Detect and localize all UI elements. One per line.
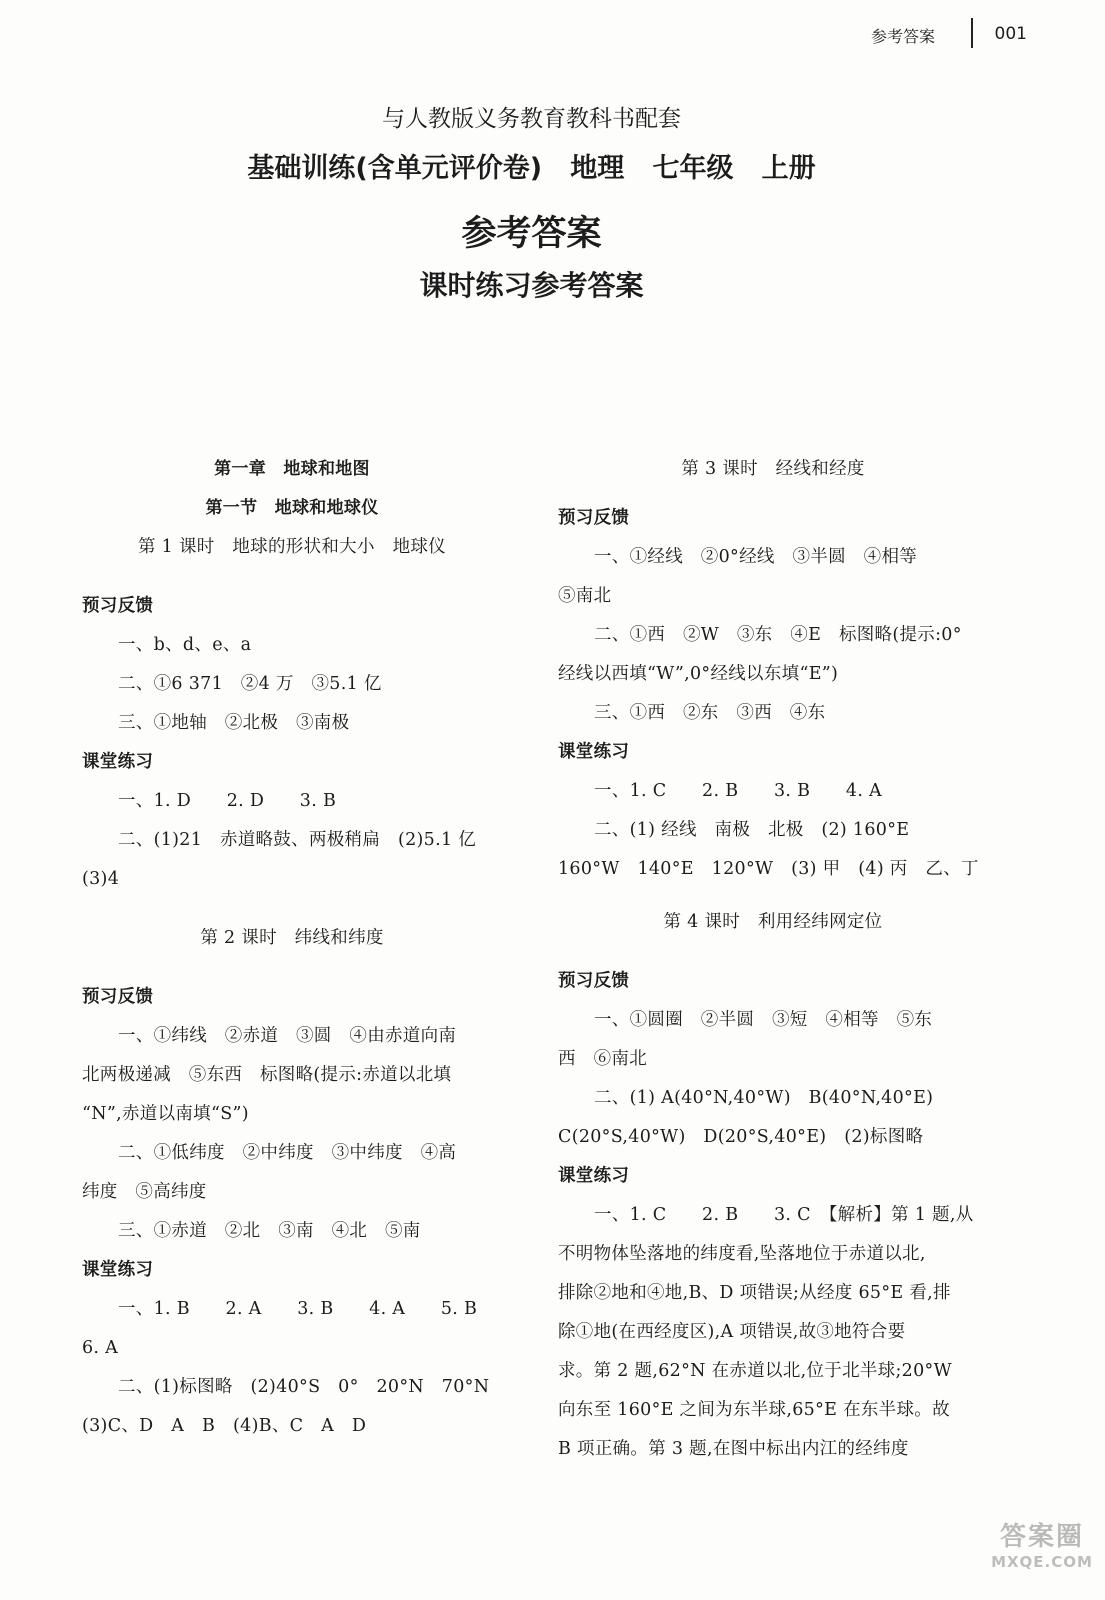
header-divider [971, 18, 973, 48]
preview-heading: 预习反馈 [558, 971, 630, 991]
answer-line: 一、b、d、e、a [118, 635, 252, 655]
answer-line: 一、1. C 2. B 3. C 【解析】第 1 题,从 [594, 1205, 974, 1225]
answer-line: 二、(1)21 赤道略鼓、两极稍扁 (2)5.1 亿 [118, 830, 477, 850]
answer-line: 北两极递减 ⑤东西 标图略(提示:赤道以北填 [82, 1065, 452, 1085]
lesson-heading: 第 4 课时 利用经纬网定位 [663, 912, 883, 932]
lesson-answer-title: 课时练习参考答案 [419, 269, 644, 302]
class-practice-heading: 课堂练习 [82, 752, 154, 772]
watermark-text: 答案圈 [999, 1522, 1084, 1552]
answer-line: 不明物体坠落地的纬度看,坠落地位于赤道以北, [558, 1244, 926, 1264]
answer-line: 二、(1) 经线 南极 北极 (2) 160°E [594, 820, 910, 840]
answer-line: 二、(1) A(40°N,40°W) B(40°N,40°E) [594, 1088, 934, 1108]
answer-line: (3)4 [82, 869, 120, 889]
preview-heading: 预习反馈 [558, 508, 630, 528]
answer-line: 6. A [82, 1338, 119, 1358]
answer-title: 参考答案 [461, 214, 602, 254]
answer-line: 二、①6 371 ②4 万 ③5.1 亿 [118, 674, 382, 694]
answer-line: 三、①赤道 ②北 ③南 ④北 ⑤南 [118, 1221, 421, 1241]
answer-line: 一、①经线 ②0°经线 ③半圆 ④相等 [594, 547, 918, 567]
answer-line: 一、①纬线 ②赤道 ③圆 ④由赤道向南 [118, 1026, 457, 1046]
watermark-logo [987, 1516, 1097, 1586]
answer-line: 一、1. D 2. D 3. B [118, 791, 337, 811]
answer-line: 求。第 2 题,62°N 在赤道以北,位于北半球;20°W [558, 1361, 952, 1381]
preview-heading: 预习反馈 [82, 987, 154, 1007]
lesson-heading: 第 2 课时 纬线和纬度 [200, 928, 384, 948]
lesson-heading: 第 1 课时 地球的形状和大小 地球仪 [138, 537, 446, 557]
answer-line: 纬度 ⑤高纬度 [82, 1182, 207, 1202]
class-practice-heading: 课堂练习 [558, 742, 630, 762]
answer-line: 一、1. C 2. B 3. B 4. A [594, 781, 882, 801]
answer-line: ⑤南北 [558, 586, 612, 606]
series-title: 与人教版义务教育教科书配套 [382, 106, 681, 132]
answer-line: 除①地(在西经度区),A 项错误,故③地符合要 [558, 1322, 906, 1342]
answer-line: B 项正确。第 3 题,在图中标出内江的经纬度 [558, 1439, 909, 1459]
answer-line: 三、①地轴 ②北极 ③南极 [118, 713, 350, 733]
answer-line: (3)C、D A B (4)B、C A D [82, 1416, 367, 1436]
answer-line: 向东至 160°E 之间为东半球,65°E 在东半球。故 [558, 1400, 950, 1420]
answer-line: “N”,赤道以南填“S”) [82, 1104, 249, 1124]
chapter-heading: 第一章 地球和地图 [214, 459, 370, 479]
answer-line: C(20°S,40°W) D(20°S,40°E) (2)标图略 [558, 1127, 924, 1147]
answer-line: 一、1. B 2. A 3. B 4. A 5. B [118, 1299, 478, 1319]
preview-heading: 预习反馈 [82, 596, 154, 616]
class-practice-heading: 课堂练习 [558, 1166, 630, 1186]
book-title: 基础训练(含单元评价卷) 地理 七年级 上册 [247, 153, 816, 184]
watermark-url: MXQE.COM [991, 1553, 1093, 1571]
answer-line: 排除②地和④地,B、D 项错误;从经度 65°E 看,排 [558, 1283, 951, 1303]
answer-line: 西 ⑥南北 [558, 1049, 647, 1069]
left-column [82, 450, 502, 1446]
answer-line: 一、①圆圈 ②半圆 ③短 ④相等 ⑤东 [594, 1010, 933, 1030]
running-header-title: 参考答案 [870, 27, 935, 46]
right-column [558, 450, 988, 1469]
answer-line: 经线以西填“W”,0°经线以东填“E”) [558, 664, 839, 684]
answer-line: 二、(1)标图略 (2)40°S 0° 20°N 70°N [118, 1377, 490, 1397]
answer-line: 二、①西 ②W ③东 ④E 标图略(提示:0° [594, 625, 962, 645]
answer-line: 三、①西 ②东 ③西 ④东 [594, 703, 826, 723]
section-heading: 第一节 地球和地球仪 [205, 498, 379, 518]
answer-line: 160°W 140°E 120°W (3) 甲 (4) 丙 乙、丁 [558, 859, 979, 879]
lesson-heading: 第 3 课时 经线和经度 [681, 459, 865, 479]
page-number: 001 [994, 24, 1027, 44]
class-practice-heading: 课堂练习 [82, 1260, 154, 1280]
answer-line: 二、①低纬度 ②中纬度 ③中纬度 ④高 [118, 1143, 457, 1163]
